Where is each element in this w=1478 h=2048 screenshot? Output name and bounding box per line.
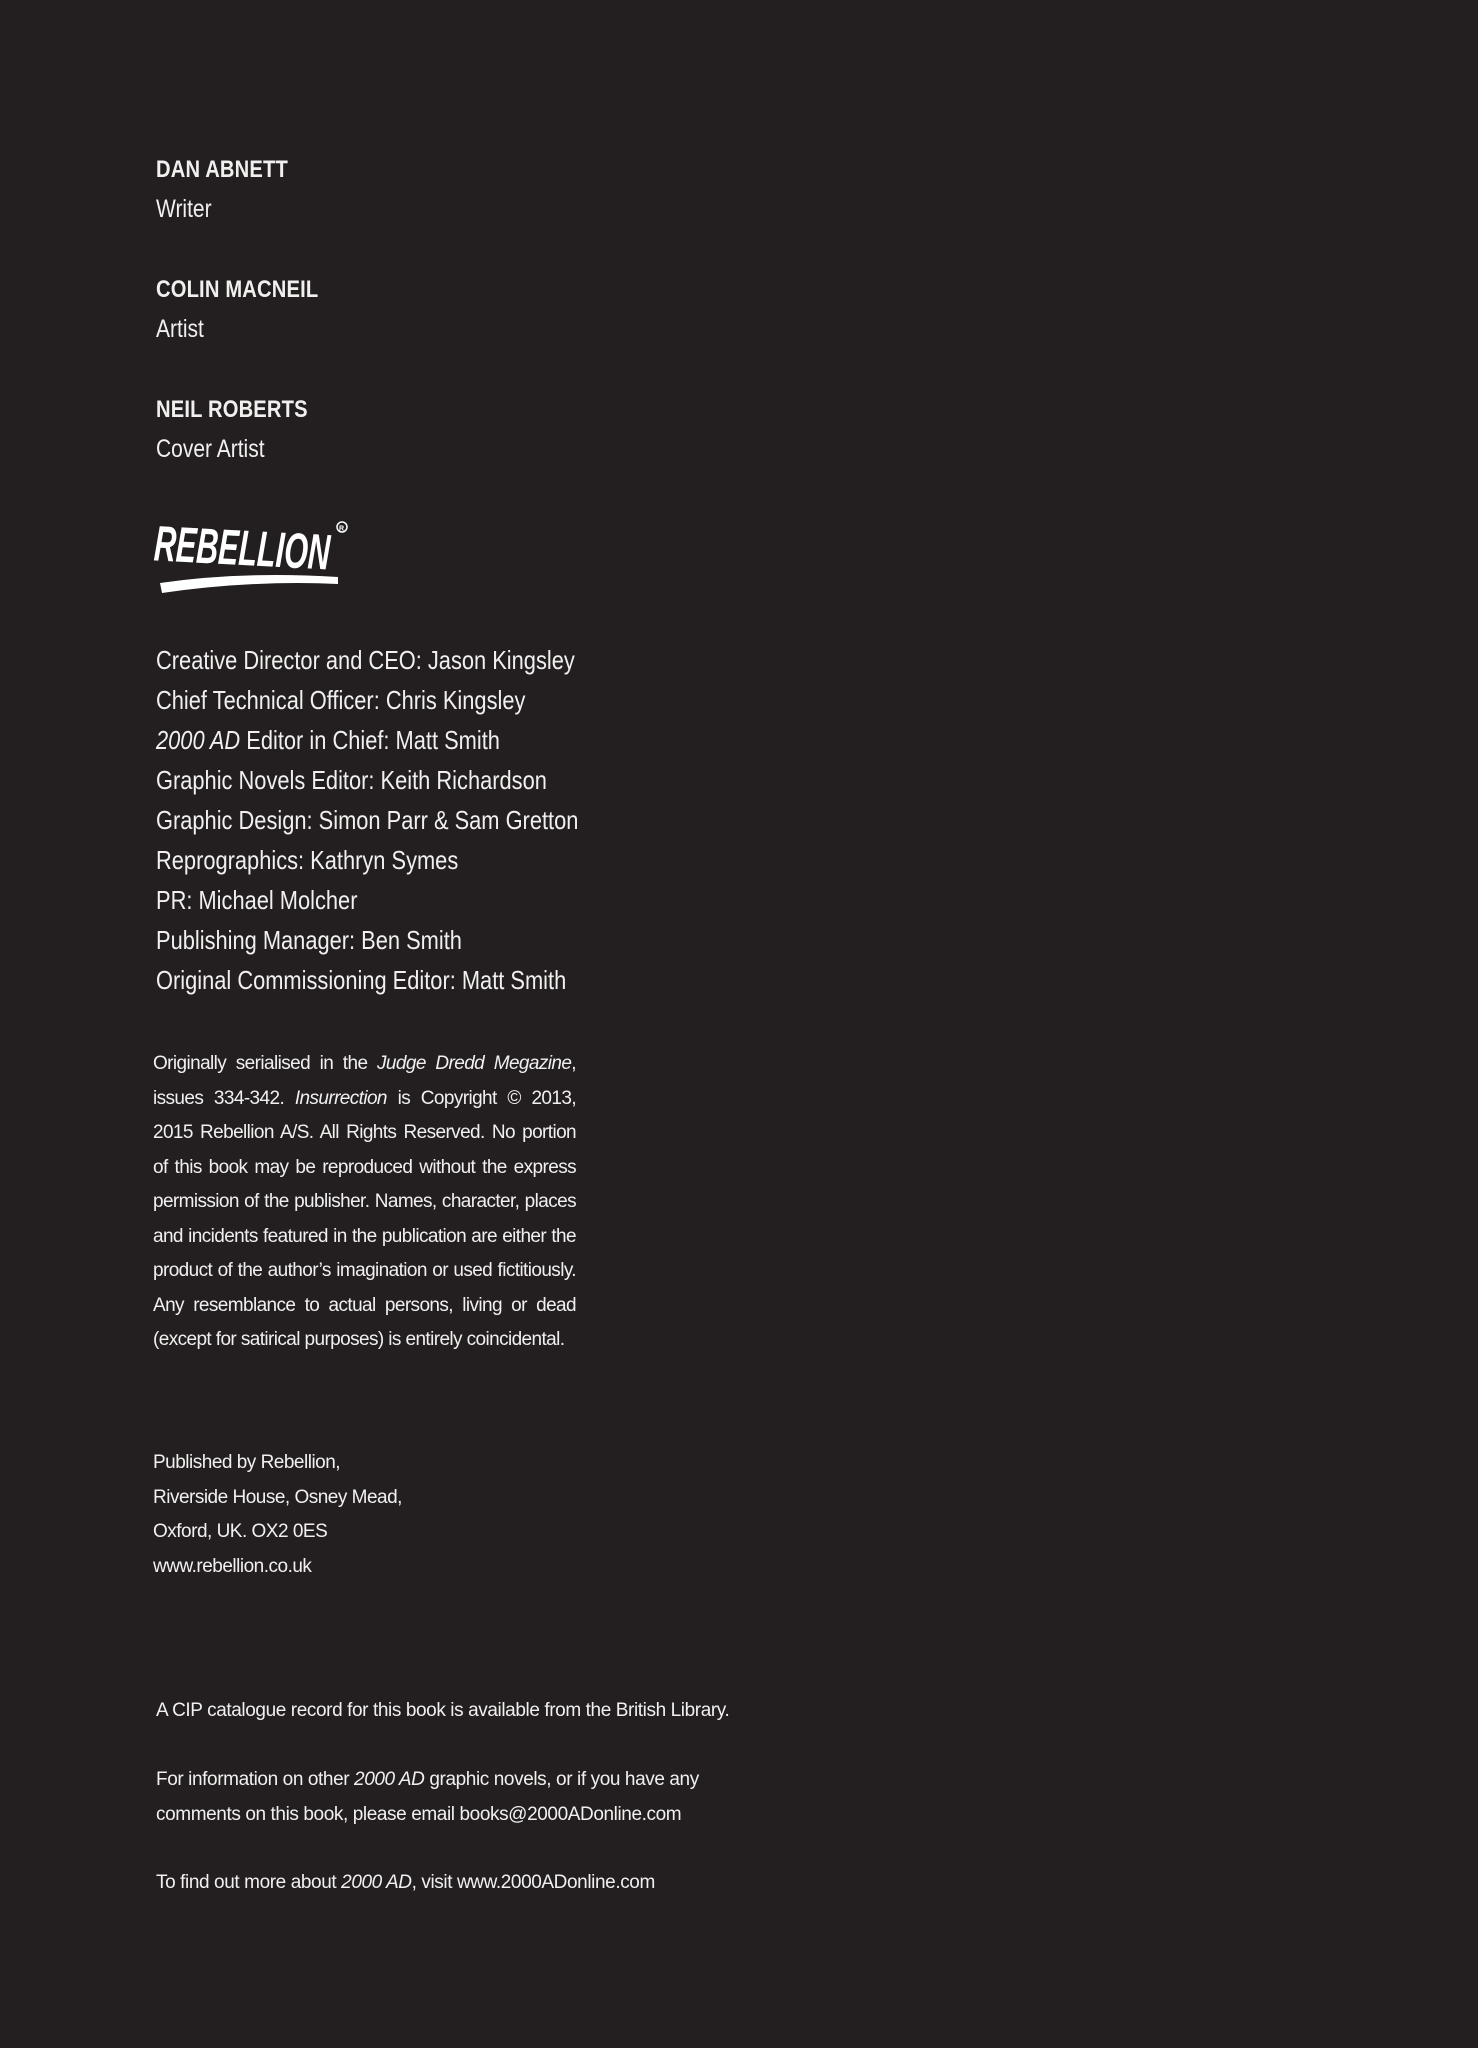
cip-note: A CIP catalogue record for this book is available from the British Library. <box>156 1700 730 1721</box>
staff-row: Graphic Design: Simon Parr & Sam Gretton <box>156 805 579 835</box>
credit-role: Artist <box>156 315 204 343</box>
credit-name: NEIL ROBERTS <box>156 396 308 423</box>
staff-row: Original Commissioning Editor: Matt Smith <box>156 965 567 995</box>
publisher-line: Riverside House, Osney Mead, <box>153 1486 402 1508</box>
staff-row: 2000 AD Editor in Chief: Matt Smith <box>156 725 500 755</box>
staff-row: Publishing Manager: Ben Smith <box>156 925 462 955</box>
publisher-line: Oxford, UK. OX2 0ES <box>153 1521 328 1542</box>
credit-name: COLIN MACNEIL <box>156 276 319 303</box>
staff-row: Chief Technical Officer: Chris Kingsley <box>156 685 526 715</box>
credit-role: Cover Artist <box>156 435 265 463</box>
publisher-line: Published by Rebellion, <box>153 1452 341 1473</box>
credit-cover-artist <box>156 395 337 465</box>
publisher-website-link[interactable]: www.rebellion.co.uk <box>153 1555 312 1577</box>
credit-writer <box>156 155 313 225</box>
credit-role: Writer <box>156 195 212 223</box>
credit-name: DAN ABNETT <box>156 156 288 183</box>
staff-list <box>156 640 659 1000</box>
copyright-notice: Originally serialised in the Judge Dredd Megazine, issues 334-342. Insurrection is Copyright © 2013, 2015 Rebellion A/S. All Rights Reserved. No portion of this book may be reproduced without the express permission of the publisher. Names, character, places and incidents featured in the publication are either the product of the author’s imagination or used fictitiously. Any resemblance to actual persons, living or dead (except for satirical purposes) is entirely coincidental. <box>153 1053 576 1350</box>
logo-wordmark: REBELLION <box>152 515 352 587</box>
staff-row: Reprographics: Kathryn Symes <box>156 845 459 875</box>
info-note: For information on other 2000 AD graphic novels, or if you have any comments on this book, please email books@2000ADonline.com <box>156 1763 699 1832</box>
staff-row: Creative Director and CEO: Jason Kingsley <box>156 645 575 675</box>
svg-text:R: R <box>339 525 345 533</box>
contact-email[interactable]: comments on this book, please email books@2000ADonline.com <box>156 1803 682 1825</box>
publisher-address <box>153 1446 402 1584</box>
rebellion-logo <box>152 505 352 597</box>
visit-note[interactable]: To find out more about 2000 AD, visit www.2000ADonline.com <box>156 1872 655 1893</box>
staff-row: Graphic Novels Editor: Keith Richardson <box>156 765 547 795</box>
credit-artist <box>156 275 349 345</box>
staff-row: PR: Michael Molcher <box>156 885 358 915</box>
